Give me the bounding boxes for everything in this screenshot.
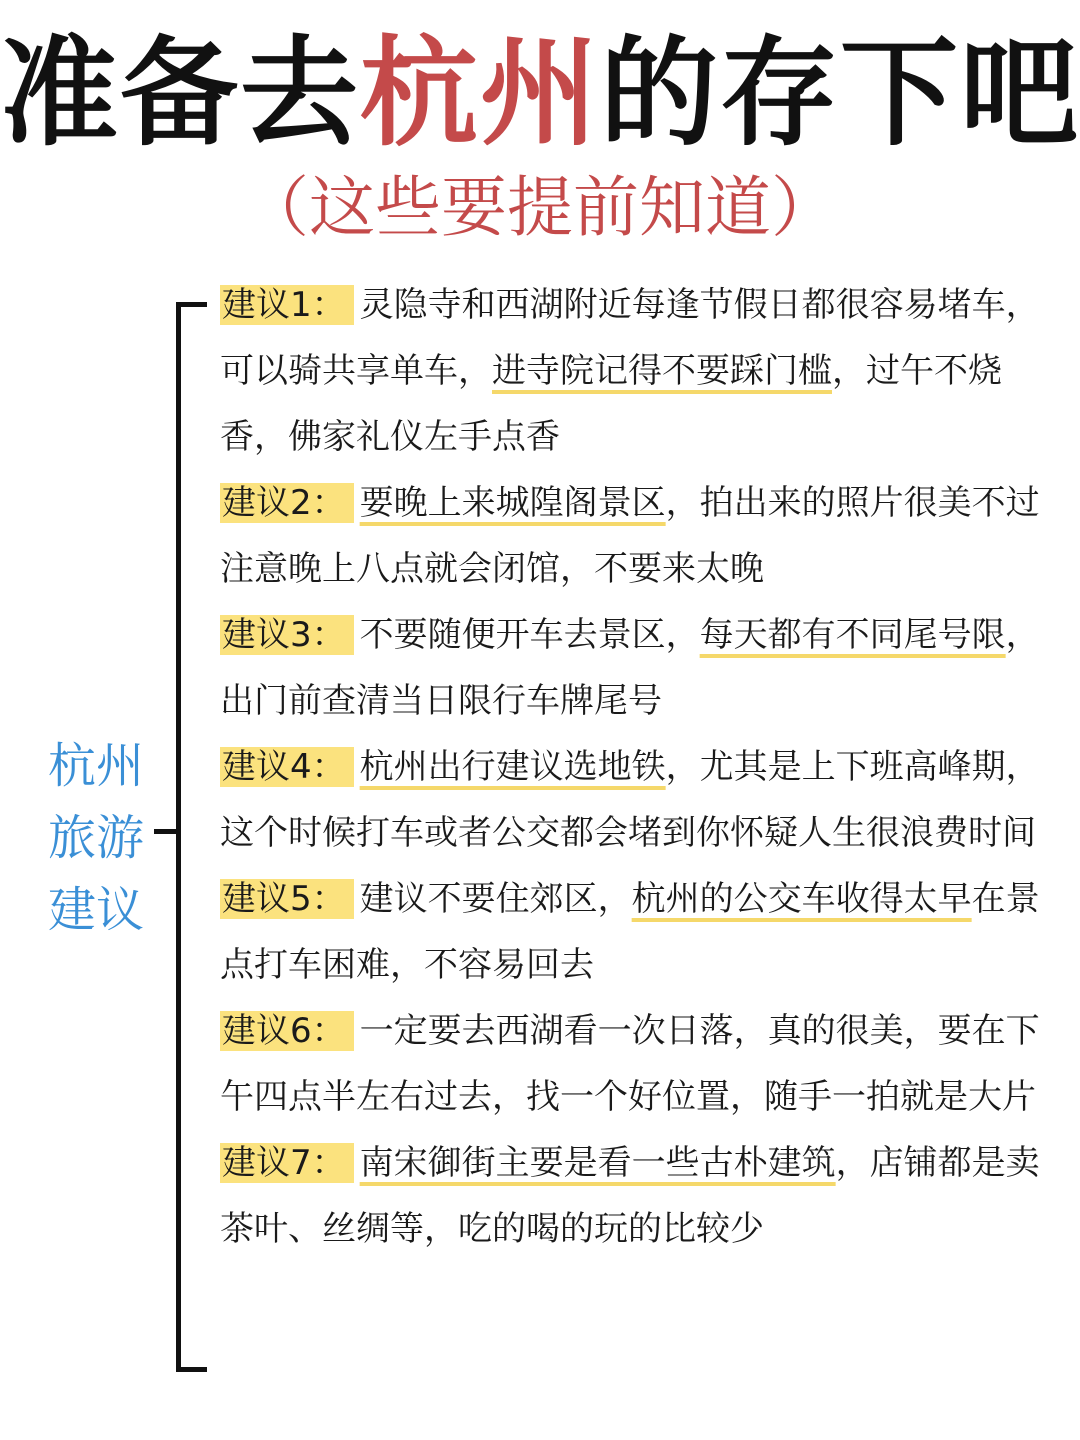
- tip-label: 建议2：: [220, 483, 354, 523]
- tip-label: 建议1：: [220, 285, 354, 325]
- tip-item-2: [220, 470, 1060, 602]
- tip-text: 不要随便开车去景区，: [359, 615, 700, 655]
- tip-item-4: [220, 734, 1060, 866]
- tip-text: ，出门前查清当日限行车牌尾号: [220, 615, 1040, 721]
- tip-highlight: 进寺院记得不要踩门槛: [492, 351, 832, 391]
- tip-label: 建议3：: [220, 615, 354, 655]
- tip-label: 建议6：: [220, 1011, 354, 1051]
- tip-item-6: [220, 998, 1060, 1130]
- title-after: 的存下吧: [600, 24, 1080, 162]
- tip-label: 建议4：: [220, 747, 354, 787]
- mindmap-connector: [154, 829, 178, 834]
- tip-text: ，尤其是上下班高峰期，这个时候打车或者公交都会堵到你怀疑人生很浪费时间: [220, 747, 1040, 853]
- tip-highlight: 杭州的公交车收得太早: [631, 879, 972, 919]
- tip-text: 在景点打车困难，不容易回去: [220, 879, 1040, 985]
- root-label-line: 建议: [48, 882, 145, 938]
- tip-item-7: [220, 1130, 1060, 1262]
- mindmap-root-label: [48, 730, 158, 946]
- tip-highlight: 杭州出行建议选地铁: [359, 747, 666, 787]
- tip-item-5: [220, 866, 1060, 998]
- tip-item-1: [220, 272, 1060, 470]
- tip-label: 建议5：: [220, 879, 354, 919]
- tip-text: ，过午不烧香，佛家礼仪左手点香: [220, 351, 1002, 457]
- mindmap-bracket: [176, 302, 207, 1372]
- tips-list: [220, 272, 1060, 1262]
- tip-highlight: 每天都有不同尾号限: [699, 615, 1006, 655]
- tip-text: ，拍出来的照片很美不过注意晚上八点就会闭馆，不要来太晚: [220, 483, 1040, 589]
- tip-text: 建议不要住郊区，: [359, 879, 632, 919]
- tip-text: ，店铺都是卖茶叶、丝绸等，吃的喝的玩的比较少: [220, 1143, 1040, 1249]
- tip-highlight: 要晚上来城隍阁景区: [359, 483, 666, 523]
- tip-item-3: [220, 602, 1060, 734]
- title-before: 准备去: [0, 24, 361, 162]
- root-label-line: 杭州: [48, 738, 145, 794]
- tip-text: 灵隐寺和西湖附近每逢节假日都很容易堵车，可以骑共享单车，: [220, 285, 1040, 391]
- page-title: [0, 18, 1080, 168]
- root-label-line: 旅游: [48, 810, 145, 866]
- tip-highlight: 南宋御街主要是看一些古朴建筑: [359, 1143, 836, 1183]
- tip-text: 一定要去西湖看一次日落，真的很美，要在下午四点半左右过去，找一个好位置，随手一拍就是大片: [220, 1011, 1040, 1117]
- title-accent-city: 杭州: [360, 24, 601, 162]
- page-subtitle: （这些要提前知道）: [243, 169, 837, 246]
- tip-label: 建议7：: [220, 1143, 354, 1183]
